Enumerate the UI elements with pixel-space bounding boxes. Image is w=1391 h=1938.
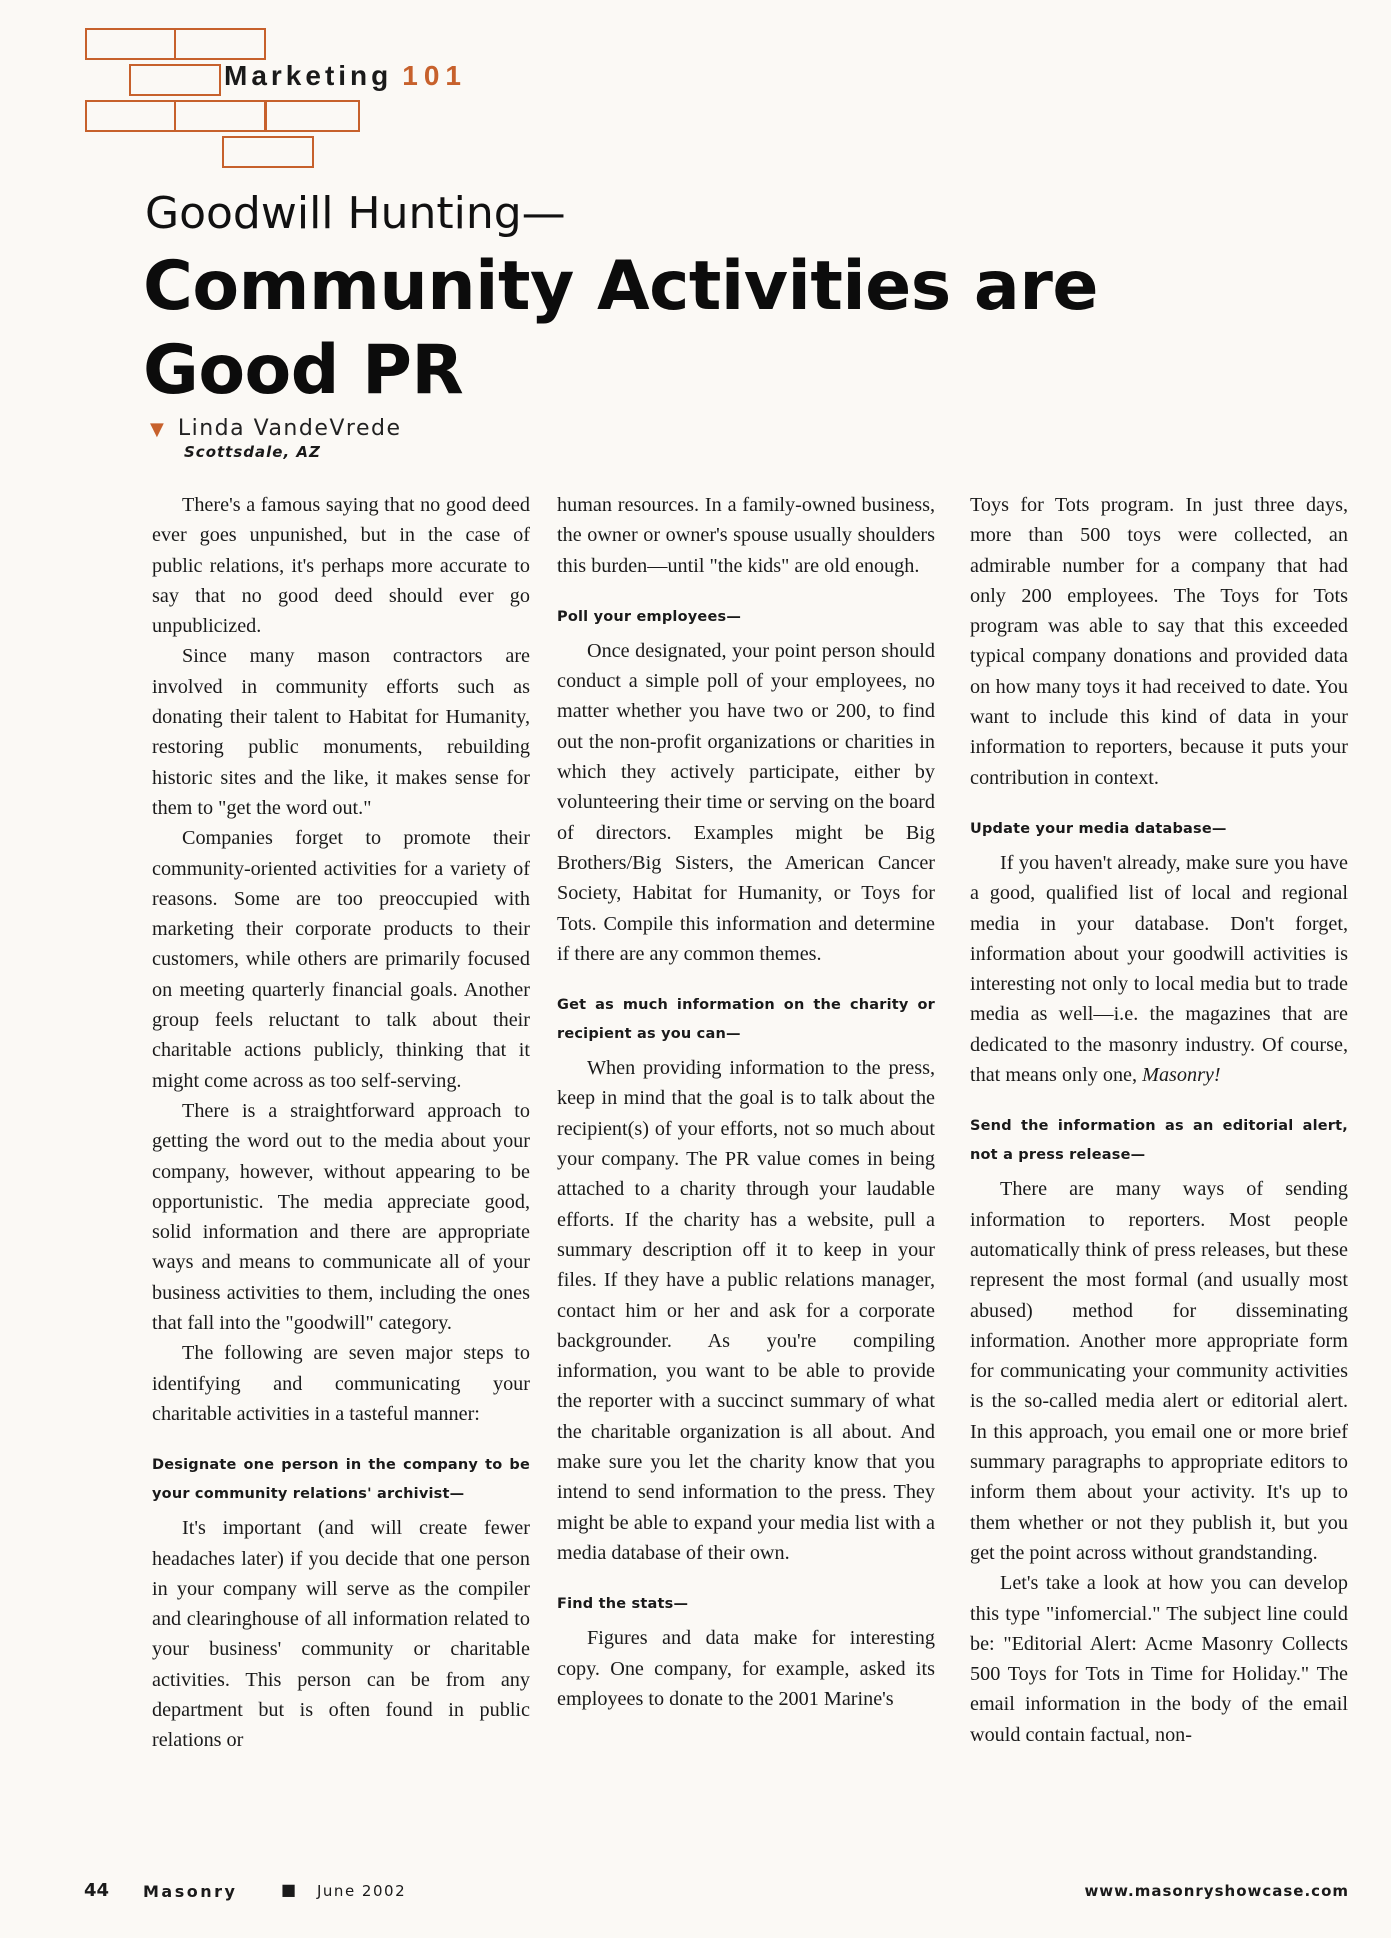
paragraph <box>970 848 1348 1090</box>
paragraph: The following are seven major steps to identifying and communicating your charitable activities in a tasteful manner: <box>152 1342 530 1425</box>
magazine-name-italic: Masonry! <box>1142 1064 1221 1087</box>
paragraph: human resources. In a family-owned business, the owner or owner's spouse usually shoulders this burden—until "the kids" are old enough. <box>557 494 935 577</box>
byline <box>150 416 402 461</box>
paragraph: Figures and data make for interesting copy. One company, for example, asked its employees to donate to the 2001 Marine's <box>557 1627 935 1710</box>
column-1 <box>152 490 530 1756</box>
subheading: Send the information as an editorial alert, not a press release— <box>970 1118 1348 1164</box>
paragraph: It's important (and will create fewer headaches later) if you decide that one person in your company will serve as the compiler and clearinghouse of all information related to your business' community or charitable activities. This person can be from any department but is often found in public relations or <box>152 1517 530 1752</box>
paragraph: There are many ways of sending information to reporters. Most people automatically think of press releases, but these represent the most formal (and usually most abused) method for disseminating information. Another more appropriate form for communicating your community activities is the so-called media alert or editorial alert. In this approach, you email one or more brief summary paragraphs to appropriate editors to inform them about your activity. It's up to them whether or not they publish it, but you get the point across without grandstanding. <box>970 1178 1348 1564</box>
subheading: Find the stats— <box>557 1596 689 1613</box>
section-label <box>224 60 467 92</box>
article-headline: Community Activities are Good PR <box>143 247 1098 410</box>
paragraph: There is a straightforward approach to getting the word out to the media about your company, however, without appearing to be opportunistic. The media appreciate good, solid information and there are appropriate ways and means to communicate all of your business activities to them, including the ones that fall into the "goodwill" category. <box>152 1099 530 1335</box>
section-number: 101 <box>402 60 467 91</box>
subheading: Update your media database— <box>970 820 1227 837</box>
paragraph: Let's take a look at how you can develop this type "infomercial." The subject line could be: "Editorial Alert: Acme Masonry Collects 500 Toys for Tots in Time for Holiday." The email information in the body of the email would contain factual, non- <box>970 1572 1348 1746</box>
column-2 <box>557 490 935 1714</box>
paragraph-text: If you haven't already, make sure you have a good, qualified list of local and regional media in your database. Don't forget, information about your goodwill activities is interesting not only to local media but to trade media as well—i.e. the magazines that are dedicated to the masonry industry. Of course, that means only one, <box>970 851 1348 1087</box>
subheading: Poll your employees— <box>557 608 742 625</box>
brick <box>222 136 314 168</box>
paragraph: When providing information to the press, keep in mind that the goal is to talk about the recipient(s) of your efforts, not so much about your company. The PR value comes in being attached to a charity through your laudable efforts. If the charity has a website, pull a summary description off it to keep in your files. If they have a public relations manager, contact him or her and ask for a corporate backgrounder. As you're compiling information, you want to be able to provide the reporter with a succinct summary of what the charitable organization is all about. And make sure you let the charity know that you intend to send information to the press. They might be able to expand your media list with a media database of their own. <box>557 1057 935 1564</box>
brick <box>85 100 176 132</box>
column-3 <box>970 490 1348 1750</box>
down-triangle-icon: ▼ <box>150 419 164 440</box>
subheading: Designate one person in the company to be your community relations' archivist— <box>152 1457 530 1503</box>
author-name: Linda VandeVrede <box>177 416 402 441</box>
footer-url: www.masonryshowcase.com <box>1084 1882 1349 1900</box>
footer-date: June 2002 <box>317 1882 407 1900</box>
author-location: Scottsdale, AZ <box>184 443 321 461</box>
page-number: 44 <box>84 1880 110 1901</box>
paragraph: Since many mason contractors are involved in community efforts such as donating their talent to Habitat for Humanity, restoring public monuments, rebuilding historic sites and the like, it makes sense for them to "get the word out." <box>152 645 530 819</box>
footer-magazine: Masonry <box>143 1882 238 1901</box>
subheading: Get as much information on the charity or recipient as you can— <box>557 997 935 1043</box>
brick <box>265 100 360 132</box>
article-kicker: Goodwill Hunting— <box>145 188 566 239</box>
section-name: Marketing <box>224 60 393 91</box>
brick <box>129 64 221 96</box>
square-separator-icon: ■ <box>281 1880 297 1899</box>
paragraph: Toys for Tots program. In just three days, more than 500 toys were collected, an admirable number for a company that had only 200 employees. The Toys for Tots program was able to say that this exceeded typical company donations and provided data on how many toys it had received to date. You want to include this kind of data in your information to reporters, because it puts your contribution in context. <box>970 494 1348 789</box>
paragraph: There's a famous saying that no good deed ever goes unpunished, but in the case of public relations, it's perhaps more accurate to say that no good deed should ever go unpublicized. <box>152 494 530 638</box>
brick <box>174 100 266 132</box>
brick <box>174 28 266 60</box>
paragraph: Companies forget to promote their community-oriented activities for a variety of reasons. Some are too preoccupied with marketing their corporate products to their customers, while others are primarily focused on meeting quarterly financial goals. Another group feels reluctant to talk about their charitable actions publicly, thinking that it might come across as too self-serving. <box>152 827 530 1092</box>
paragraph: Once designated, your point person should conduct a simple poll of your employees, no matter whether you have two or 200, to find out the non-profit organizations or charities in which they actively participate, either by volunteering their time or serving on the board of directors. Examples might be Big Brothers/Big Sisters, the American Cancer Society, Habitat for Humanity, or Toys for Tots. Compile this information and determine if there are any common themes. <box>557 639 935 965</box>
brick <box>85 28 176 60</box>
